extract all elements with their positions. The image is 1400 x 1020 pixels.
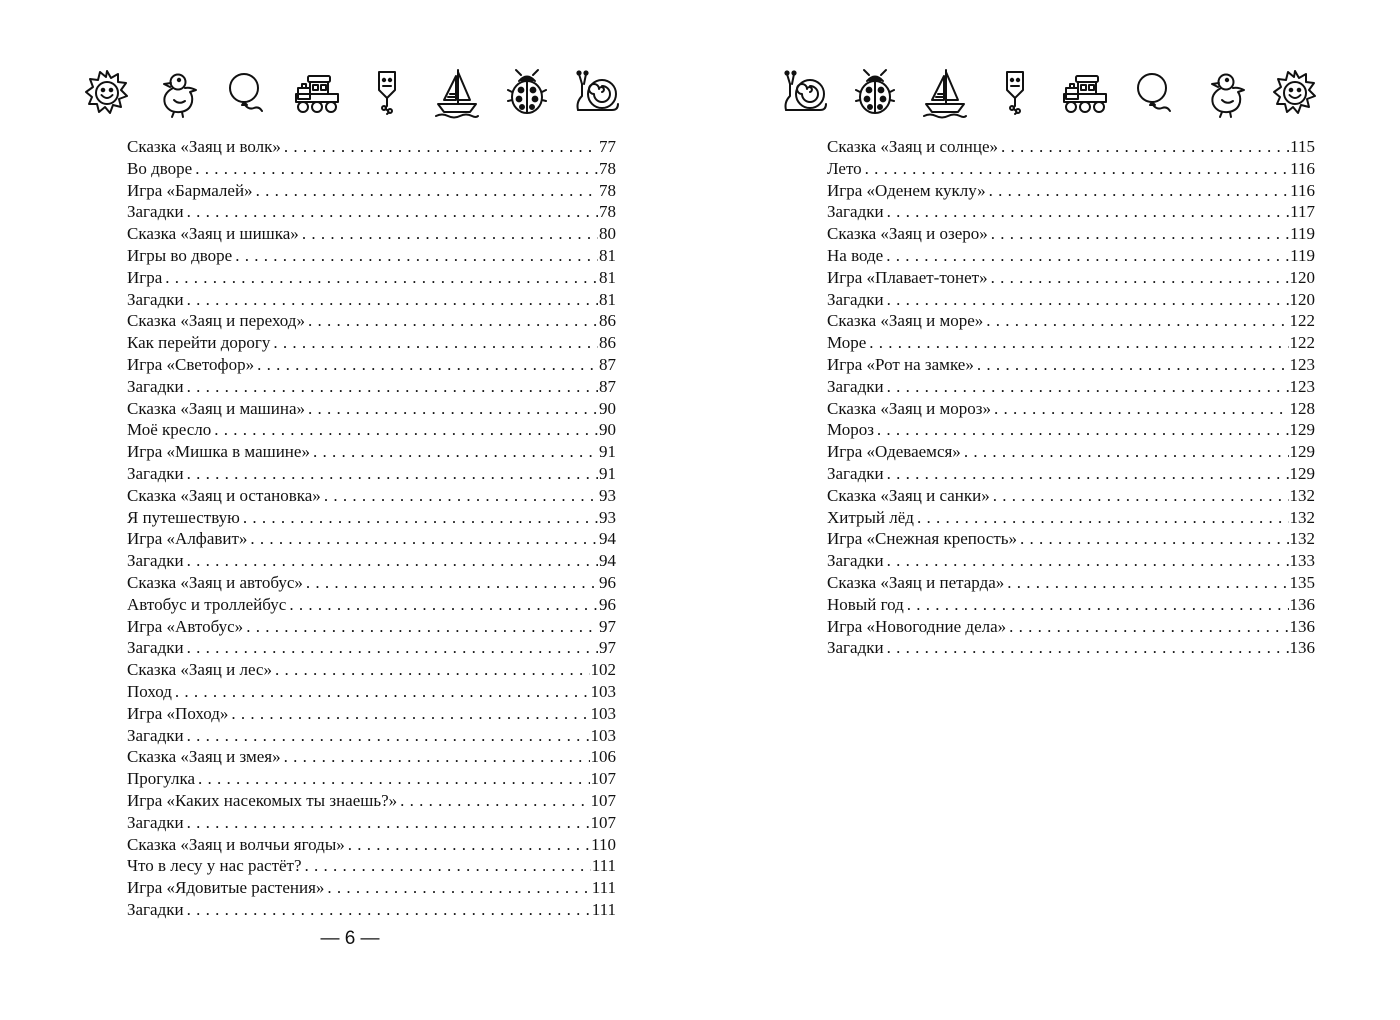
toc-entry bbox=[127, 790, 616, 812]
toc-entry bbox=[127, 528, 616, 550]
toc-entry-title: Сказка «Заяц и мороз» bbox=[827, 398, 991, 418]
toc-entry-title: Игра «Автобус» bbox=[127, 616, 244, 636]
toc-entry bbox=[127, 550, 616, 572]
toc-entry-title: Загадки bbox=[827, 376, 884, 396]
toc-entry bbox=[127, 834, 616, 856]
toc-entry-title: Сказка «Заяц и автобус» bbox=[127, 572, 303, 592]
toc-entry-page: 87 bbox=[599, 354, 616, 374]
toc-entry-page: 80 bbox=[599, 224, 616, 244]
dot-leader bbox=[240, 507, 598, 529]
toc-entry-title: Загадки bbox=[127, 899, 184, 919]
toc-entry-page: 78 bbox=[599, 180, 616, 200]
toc-list bbox=[127, 136, 616, 921]
toc-entry-page: 122 bbox=[1289, 311, 1315, 331]
snail-icon bbox=[572, 66, 622, 120]
toc-entry-page: 81 bbox=[599, 245, 616, 265]
dot-leader bbox=[270, 332, 598, 354]
toc-entry bbox=[127, 746, 616, 768]
toc-entry-page: 122 bbox=[1289, 333, 1315, 353]
dot-leader bbox=[299, 223, 598, 245]
toc-entry-page: 86 bbox=[599, 333, 616, 353]
toc-entry-page: 129 bbox=[1289, 420, 1315, 440]
toc-entry bbox=[127, 659, 616, 681]
dot-leader bbox=[998, 136, 1289, 158]
toc-entry bbox=[827, 507, 1315, 529]
toc-entry bbox=[127, 332, 616, 354]
dot-leader bbox=[986, 180, 1289, 202]
snail-icon bbox=[780, 66, 830, 120]
toc-entry bbox=[827, 376, 1315, 398]
toc-entry bbox=[127, 812, 616, 834]
dot-leader bbox=[195, 768, 589, 790]
toc-entry-page: 119 bbox=[1290, 224, 1315, 244]
dot-leader bbox=[243, 616, 598, 638]
toc-entry-title: Игра «Оденем куклу» bbox=[827, 180, 986, 200]
dot-leader bbox=[254, 354, 598, 376]
toc-entry bbox=[827, 419, 1315, 441]
toc-entry-title: Загадки bbox=[827, 463, 884, 483]
toc-entry-title: Загадки bbox=[127, 376, 184, 396]
toc-entry-title: Игра «Новогодние дела» bbox=[827, 616, 1007, 636]
dot-leader bbox=[988, 223, 1289, 245]
toc-entry bbox=[127, 310, 616, 332]
dot-leader bbox=[345, 834, 590, 856]
dot-leader bbox=[211, 419, 598, 441]
dot-leader bbox=[1004, 572, 1288, 594]
train-icon bbox=[292, 66, 342, 120]
toc-entry-title: Игра «Снежная крепость» bbox=[827, 529, 1018, 549]
toc-entry bbox=[127, 855, 616, 877]
toc-entry-title: Игра «Каких насекомых ты знаешь?» bbox=[127, 790, 398, 810]
toc-entry-page: 128 bbox=[1289, 398, 1315, 418]
train-icon bbox=[1060, 66, 1110, 120]
ladybug-icon bbox=[502, 66, 552, 120]
toc-entry-page: 81 bbox=[599, 289, 616, 309]
dot-leader bbox=[184, 376, 598, 398]
toc-entry-page: 97 bbox=[599, 616, 616, 636]
toc-entry bbox=[127, 398, 616, 420]
dot-leader bbox=[983, 310, 1288, 332]
toc-entry-page: 103 bbox=[590, 703, 616, 723]
sailboat-icon bbox=[432, 66, 482, 120]
toc-entry-title: Загадки bbox=[127, 638, 184, 658]
toc-entry-title: Загадки bbox=[127, 289, 184, 309]
dot-leader bbox=[397, 790, 589, 812]
toc-entry-title: Сказка «Заяц и лес» bbox=[127, 660, 272, 680]
toc-entry-title: Игра «Ядовитые растения» bbox=[127, 878, 325, 898]
toc-entry-title: Прогулка bbox=[127, 769, 196, 789]
toc-entry-title: Сказка «Заяц и санки» bbox=[827, 485, 990, 505]
toc-entry bbox=[827, 550, 1315, 572]
dot-leader bbox=[884, 289, 1289, 311]
sun-icon bbox=[82, 66, 132, 120]
toc-entry-title: Поход bbox=[127, 681, 172, 701]
dot-leader bbox=[247, 528, 598, 550]
dot-leader bbox=[281, 746, 590, 768]
toc-entry-page: 132 bbox=[1289, 485, 1315, 505]
toc-entry-page: 78 bbox=[599, 202, 616, 222]
dot-leader bbox=[305, 398, 598, 420]
toc-entry-page: 90 bbox=[599, 398, 616, 418]
toc-entry-page: 123 bbox=[1289, 376, 1315, 396]
toc-entry bbox=[127, 223, 616, 245]
dot-leader bbox=[866, 332, 1288, 354]
dot-leader bbox=[884, 550, 1289, 572]
sun-icon bbox=[1270, 66, 1320, 120]
toc-entry bbox=[127, 136, 616, 158]
decorative-icon-row bbox=[780, 66, 1320, 120]
toc-entry-title: Загадки bbox=[127, 463, 184, 483]
toc-entry bbox=[127, 572, 616, 594]
toc-entry bbox=[127, 201, 616, 223]
toc-entry-title: Загадки bbox=[827, 638, 884, 658]
toc-entry-page: 107 bbox=[590, 812, 616, 832]
toc-entry bbox=[827, 245, 1315, 267]
toc-entry-title: Сказка «Заяц и петарда» bbox=[827, 572, 1005, 592]
toc-entry-title: Игры во дворе bbox=[127, 245, 233, 265]
toc-entry-title: Загадки bbox=[127, 812, 184, 832]
dot-leader bbox=[286, 594, 598, 616]
dot-leader bbox=[253, 180, 598, 202]
dot-leader bbox=[874, 419, 1289, 441]
toc-entry bbox=[127, 485, 616, 507]
toc-entry bbox=[827, 136, 1315, 158]
toc-entry-title: Загадки bbox=[827, 202, 884, 222]
toc-entry-page: 132 bbox=[1289, 507, 1315, 527]
toc-entry-page: 110 bbox=[591, 834, 616, 854]
ladybug-icon bbox=[850, 66, 900, 120]
toc-entry-page: 91 bbox=[599, 442, 616, 462]
toc-entry-page: 129 bbox=[1289, 463, 1315, 483]
toc-entry-page: 111 bbox=[591, 856, 616, 876]
toc-entry bbox=[827, 289, 1315, 311]
toc-entry bbox=[127, 441, 616, 463]
toc-entry-page: 78 bbox=[599, 158, 616, 178]
balloon-icon bbox=[222, 66, 272, 120]
toc-entry-title: Сказка «Заяц и солнце» bbox=[827, 137, 999, 156]
toc-entry-page: 94 bbox=[599, 529, 616, 549]
dot-leader bbox=[914, 507, 1289, 529]
toc-entry-title: Новый год bbox=[827, 594, 904, 614]
toc-entry-page: 132 bbox=[1289, 529, 1315, 549]
toc-entry bbox=[127, 354, 616, 376]
dot-leader bbox=[228, 703, 589, 725]
toc-entry-page: 120 bbox=[1289, 267, 1315, 287]
toc-entry-title: Игра «Бармалей» bbox=[127, 180, 253, 200]
toc-entry bbox=[827, 267, 1315, 289]
toc-entry-page: 111 bbox=[591, 878, 616, 898]
toc-entry bbox=[827, 485, 1315, 507]
toc-entry-page: 97 bbox=[599, 638, 616, 658]
toc-entry-page: 107 bbox=[590, 769, 616, 789]
dot-leader bbox=[961, 441, 1289, 463]
toc-entry-title: Хитрый лёд bbox=[827, 507, 914, 527]
dot-leader bbox=[281, 136, 598, 158]
toc-entry-page: 116 bbox=[1290, 180, 1315, 200]
toc-entry bbox=[127, 463, 616, 485]
decorative-icon-row bbox=[82, 66, 622, 120]
toc-entry-page: 136 bbox=[1289, 594, 1315, 614]
toc-entry bbox=[127, 180, 616, 202]
toc-entry-title: Игра «Плавает-тонет» bbox=[827, 267, 988, 287]
toc-entry bbox=[127, 507, 616, 529]
toc-entry bbox=[827, 441, 1315, 463]
toc-entry-page: 94 bbox=[599, 551, 616, 571]
balloon-icon bbox=[1130, 66, 1180, 120]
toc-entry-title: Мороз bbox=[827, 420, 874, 440]
dot-leader bbox=[184, 812, 590, 834]
dot-leader bbox=[272, 659, 590, 681]
toc-entry bbox=[127, 703, 616, 725]
toc-entry-title: Загадки bbox=[127, 202, 184, 222]
toc-entry bbox=[127, 267, 616, 289]
toc-entry-page: 102 bbox=[590, 660, 616, 680]
toc-entry-page: 136 bbox=[1289, 638, 1315, 658]
dot-leader bbox=[324, 877, 590, 899]
toc-entry-page: 86 bbox=[599, 311, 616, 331]
dot-leader bbox=[192, 158, 598, 180]
dot-leader bbox=[184, 725, 590, 747]
toc-entry-title: Сказка «Заяц и переход» bbox=[127, 311, 305, 331]
toc-entry-page: 129 bbox=[1289, 442, 1315, 462]
toc-entry-title: Сказка «Заяц и волчьи ягоды» bbox=[127, 834, 345, 854]
dot-leader bbox=[884, 463, 1289, 485]
dot-leader bbox=[162, 267, 598, 289]
toc-entry bbox=[127, 594, 616, 616]
toc-entry-page: 135 bbox=[1289, 572, 1315, 592]
toc-entry-page: 103 bbox=[590, 725, 616, 745]
toc-entry bbox=[827, 332, 1315, 354]
toc-entry-page: 111 bbox=[591, 899, 616, 919]
kite-icon bbox=[990, 66, 1040, 120]
toc-entry bbox=[827, 616, 1315, 638]
dot-leader bbox=[184, 289, 598, 311]
toc-entry-page: 93 bbox=[599, 507, 616, 527]
toc-entry-title: Загадки bbox=[127, 551, 184, 571]
toc-entry bbox=[127, 681, 616, 703]
dot-leader bbox=[305, 310, 598, 332]
dot-leader bbox=[321, 485, 598, 507]
chick-icon bbox=[1200, 66, 1250, 120]
dot-leader bbox=[988, 267, 1289, 289]
toc-entry bbox=[827, 594, 1315, 616]
dot-leader bbox=[991, 398, 1289, 420]
toc-entry bbox=[827, 158, 1315, 180]
dot-leader bbox=[884, 637, 1289, 659]
toc-entry bbox=[827, 463, 1315, 485]
chick-icon bbox=[152, 66, 202, 120]
toc-entry-title: Море bbox=[827, 333, 867, 353]
toc-entry-title: Загадки bbox=[827, 289, 884, 309]
toc-entry-page: 136 bbox=[1289, 616, 1315, 636]
toc-entry bbox=[127, 289, 616, 311]
dot-leader bbox=[172, 681, 590, 703]
toc-entry bbox=[127, 877, 616, 899]
toc-entry-page: 120 bbox=[1289, 289, 1315, 309]
toc-entry-title: Игра bbox=[127, 267, 163, 287]
toc-entry bbox=[827, 180, 1315, 202]
dot-leader bbox=[302, 855, 591, 877]
toc-entry-page: 117 bbox=[1290, 202, 1315, 222]
dot-leader bbox=[184, 637, 598, 659]
toc-entry bbox=[827, 201, 1315, 223]
toc-entry-title: Как перейти дорогу bbox=[127, 333, 271, 353]
toc-entry-page: 91 bbox=[599, 463, 616, 483]
toc-entry-title: Во дворе bbox=[127, 158, 193, 178]
toc-entry bbox=[127, 419, 616, 441]
toc-entry-page: 115 bbox=[1290, 137, 1315, 156]
toc-entry bbox=[827, 310, 1315, 332]
dot-leader bbox=[974, 354, 1289, 376]
toc-entry bbox=[827, 528, 1315, 550]
toc-entry-title: Лето bbox=[827, 158, 862, 178]
toc-entry bbox=[827, 354, 1315, 376]
toc-entry-title: Сказка «Заяц и змея» bbox=[127, 747, 281, 767]
right-page bbox=[700, 0, 1400, 1020]
toc-entry-page: 123 bbox=[1289, 354, 1315, 374]
toc-entry-page: 93 bbox=[599, 485, 616, 505]
toc-entry-title: Сказка «Заяц и машина» bbox=[127, 398, 305, 418]
toc-entry-title: Загадки bbox=[127, 725, 184, 745]
toc-entry-title: Сказка «Заяц и море» bbox=[827, 311, 984, 331]
dot-leader bbox=[904, 594, 1289, 616]
toc-entry bbox=[127, 158, 616, 180]
toc-list bbox=[827, 136, 1315, 659]
toc-entry bbox=[127, 616, 616, 638]
toc-entry-title: Сказка «Заяц и шишка» bbox=[127, 224, 299, 244]
dot-leader bbox=[184, 899, 591, 921]
toc-entry-title: Что в лесу у нас растёт? bbox=[127, 856, 302, 876]
dot-leader bbox=[1017, 528, 1288, 550]
toc-entry-page: 77 bbox=[599, 137, 616, 156]
toc-entry-page: 96 bbox=[599, 572, 616, 592]
toc-entry-page: 116 bbox=[1290, 158, 1315, 178]
toc-entry-title: Я путешествую bbox=[127, 507, 240, 527]
dot-leader bbox=[884, 201, 1290, 223]
toc-entry-title: Сказка «Заяц и озеро» bbox=[827, 224, 988, 244]
toc-entry bbox=[127, 768, 616, 790]
sailboat-icon bbox=[920, 66, 970, 120]
dot-leader bbox=[883, 245, 1289, 267]
toc-entry-page: 107 bbox=[590, 790, 616, 810]
toc-entry-page: 103 bbox=[590, 681, 616, 701]
toc-entry-title: Игра «Поход» bbox=[127, 703, 229, 723]
dot-leader bbox=[184, 463, 598, 485]
dot-leader bbox=[990, 485, 1289, 507]
toc-entry-title: Сказка «Заяц и волк» bbox=[127, 137, 281, 156]
toc-entry bbox=[827, 572, 1315, 594]
toc-entry bbox=[827, 637, 1315, 659]
toc-entry-title: Игра «Светофор» bbox=[127, 354, 255, 374]
toc-entry bbox=[827, 398, 1315, 420]
toc-entry-title: Игра «Одеваемся» bbox=[827, 442, 961, 462]
toc-entry bbox=[127, 245, 616, 267]
toc-entry-page: 81 bbox=[599, 267, 616, 287]
toc-entry-title: Игра «Алфавит» bbox=[127, 529, 248, 549]
kite-icon bbox=[362, 66, 412, 120]
toc-entry-page: 96 bbox=[599, 594, 616, 614]
toc-entry bbox=[127, 899, 616, 921]
toc-entry-title: Игра «Рот на замке» bbox=[827, 354, 974, 374]
dot-leader bbox=[1006, 616, 1288, 638]
dot-leader bbox=[862, 158, 1289, 180]
toc-entry-title: Игра «Мишка в машине» bbox=[127, 442, 310, 462]
toc-entry-title: Автобус и троллейбус bbox=[127, 594, 287, 614]
dot-leader bbox=[310, 441, 598, 463]
toc-entry-page: 106 bbox=[590, 747, 616, 767]
toc-entry bbox=[127, 376, 616, 398]
dot-leader bbox=[184, 550, 598, 572]
toc-entry bbox=[827, 223, 1315, 245]
toc-entry bbox=[127, 725, 616, 747]
toc-entry-page: 133 bbox=[1289, 551, 1315, 571]
toc-entry-page: 90 bbox=[599, 420, 616, 440]
toc-entry-title: Моё кресло bbox=[127, 420, 212, 440]
toc-entry-page: 87 bbox=[599, 376, 616, 396]
page-number: — 6 — bbox=[320, 928, 380, 949]
dot-leader bbox=[184, 201, 598, 223]
toc-entry bbox=[127, 637, 616, 659]
toc-entry-title: Сказка «Заяц и остановка» bbox=[127, 485, 321, 505]
toc-entry-title: На воде bbox=[827, 245, 884, 265]
dot-leader bbox=[884, 376, 1289, 398]
toc-entry-title: Загадки bbox=[827, 551, 884, 571]
dot-leader bbox=[303, 572, 598, 594]
dot-leader bbox=[232, 245, 598, 267]
toc-entry-page: 119 bbox=[1290, 245, 1315, 265]
